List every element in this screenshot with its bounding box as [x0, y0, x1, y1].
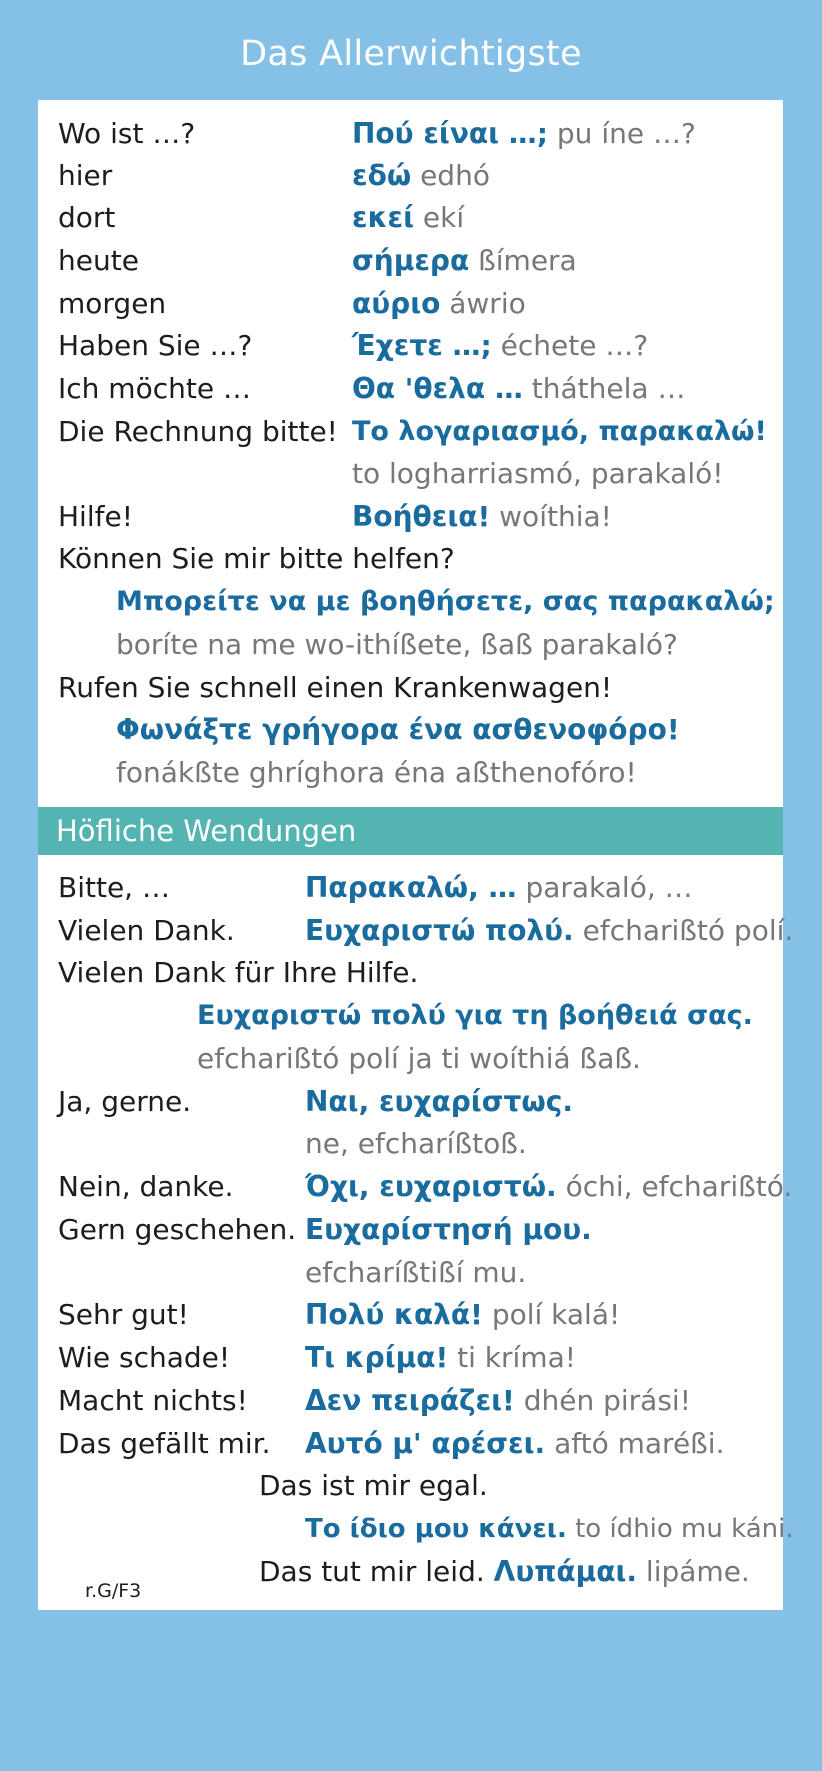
german-phrase: Das ist mir egal.: [259, 1469, 488, 1502]
german-phrase: Nein, danke.: [58, 1170, 234, 1203]
german-phrase: Sehr gut!: [58, 1298, 189, 1331]
greek-phrase: Τι κρίμα!: [305, 1341, 449, 1374]
phrase-row: [352, 328, 648, 364]
phrase-row: [58, 870, 170, 906]
german-phrase: Können Sie mir bitte helfen?: [58, 542, 455, 575]
german-phrase: Wo ist …?: [58, 117, 196, 150]
phrase-row: [352, 371, 685, 407]
section-heading: Höfliche Wendungen: [56, 814, 357, 848]
phrase-row: [305, 1212, 592, 1248]
german-phrase: Bitte, …: [58, 871, 170, 904]
transliteration: lipáme.: [645, 1555, 750, 1588]
greek-phrase: Έχετε …;: [352, 329, 492, 362]
phrase-row: [352, 243, 577, 279]
greek-phrase: Ευχαριστώ πολύ για τη βοήθειά σας.: [197, 1000, 753, 1031]
transliteration: efcharíßtißí mu.: [305, 1256, 527, 1289]
greek-phrase: Λυπάμαι.: [493, 1555, 638, 1588]
transliteration: áwrio: [449, 287, 526, 320]
phrase-row: [116, 712, 680, 748]
transliteration: to ídhio mu káni.: [575, 1514, 794, 1544]
phrase-row: [58, 955, 418, 991]
phrase-row: [305, 1084, 573, 1120]
greek-phrase: Βοήθεια!: [352, 500, 491, 533]
phrase-row: [259, 1468, 488, 1504]
phrase-row: [305, 913, 793, 949]
phrase-row: [58, 913, 235, 949]
german-phrase: Ja, gerne.: [58, 1085, 192, 1118]
phrase-row: [352, 456, 723, 492]
greek-phrase: σήμερα: [352, 244, 470, 277]
phrase-row: [352, 200, 464, 236]
phrase-row: [58, 1212, 296, 1248]
greek-phrase: Πολύ καλά!: [305, 1298, 483, 1331]
phrase-row: [116, 627, 678, 663]
transliteration: aftó maréßi.: [554, 1427, 725, 1460]
phrase-row: [58, 499, 133, 535]
greek-phrase: Θα 'θελα …: [352, 372, 523, 405]
phrase-row: [58, 158, 112, 194]
phrase-row: [352, 499, 612, 535]
transliteration: woíthia!: [499, 500, 612, 533]
footer-code: r.G/F3: [85, 1580, 142, 1602]
phrase-row: [352, 414, 767, 450]
phrase-row: [58, 670, 612, 706]
transliteration: to logharriasmó, parakaló!: [352, 457, 724, 490]
phrase-row: [58, 243, 139, 279]
phrase-row: [352, 286, 526, 322]
transliteration: óchi, efcharißtó.: [565, 1170, 793, 1203]
greek-phrase: Φωνάξτε γρήγορα ένα ασθενοφόρο!: [116, 713, 680, 746]
greek-phrase: Ευχαρίστησή μου.: [305, 1213, 592, 1246]
german-phrase: Ich möchte …: [58, 372, 251, 405]
greek-phrase: Παρακαλώ, …: [305, 871, 517, 904]
phrase-row: [305, 1511, 794, 1547]
german-phrase: Das gefällt mir.: [58, 1427, 271, 1460]
transliteration: efcharißtó polí ja ti woíthiá ßaß.: [197, 1042, 641, 1075]
phrase-row: [352, 116, 696, 152]
phrase-row: [305, 870, 693, 906]
greek-phrase: Μπορείτε να με βοηθήσετε, σας παρακαλώ;: [116, 586, 775, 617]
transliteration: ßímera: [478, 244, 577, 277]
phrase-row: [58, 1426, 271, 1462]
greek-phrase: Αυτό μ' αρέσει.: [305, 1427, 546, 1460]
transliteration: pu íne …?: [556, 117, 696, 150]
greek-phrase: Ευχαριστώ πολύ.: [305, 914, 574, 947]
german-phrase: Haben Sie …?: [58, 329, 253, 362]
transliteration: efcharißtó polí.: [582, 914, 794, 947]
transliteration: échete …?: [500, 329, 649, 362]
phrase-row: [58, 541, 455, 577]
greek-phrase: Το λογαριασμό, παρακαλώ!: [352, 416, 767, 447]
transliteration: polí kalá!: [491, 1298, 621, 1331]
greek-phrase: εκεί: [352, 201, 414, 234]
phrase-row: [197, 998, 753, 1034]
phrase-row: [58, 1084, 191, 1120]
phrase-row: [305, 1426, 724, 1462]
german-phrase: Das tut mir leid.: [259, 1555, 485, 1588]
phrase-row: [305, 1340, 576, 1376]
greek-phrase: Το ίδιο μου κάνει.: [305, 1514, 567, 1544]
transliteration: parakaló, …: [525, 871, 693, 904]
greek-phrase: αύριο: [352, 287, 441, 320]
german-phrase: Die Rechnung bitte!: [58, 415, 338, 448]
german-phrase: Wie schade!: [58, 1341, 231, 1374]
german-phrase: Vielen Dank für Ihre Hilfe.: [58, 956, 419, 989]
phrase-row: [58, 200, 115, 236]
transliteration: tháthela …: [531, 372, 686, 405]
german-phrase: Gern geschehen.: [58, 1213, 297, 1246]
german-phrase: heute: [58, 244, 139, 277]
german-phrase: Macht nichts!: [58, 1384, 248, 1417]
greek-phrase: εδώ: [352, 159, 412, 192]
transliteration: ekí: [422, 201, 465, 234]
phrase-row: [305, 1383, 691, 1419]
transliteration: fonákßte ghríghora éna aßthenofóro!: [116, 756, 637, 789]
phrase-row: [58, 414, 338, 450]
transliteration: boríte na me wo-ithíßete, ßaß parakaló?: [116, 628, 678, 661]
phrase-row: [305, 1255, 526, 1291]
phrase-row: [58, 1383, 248, 1419]
german-phrase: Rufen Sie schnell einen Krankenwagen!: [58, 671, 613, 704]
german-phrase: Vielen Dank.: [58, 914, 235, 947]
phrase-row: [58, 1169, 234, 1205]
german-phrase: dort: [58, 201, 116, 234]
greek-phrase: Πού είναι …;: [352, 117, 548, 150]
german-phrase: Hilfe!: [58, 500, 133, 533]
greek-phrase: Ναι, ευχαρίστως.: [305, 1085, 573, 1118]
phrase-row: [259, 1554, 750, 1590]
phrase-row: [116, 584, 775, 620]
german-phrase: morgen: [58, 287, 167, 320]
transliteration: ti kríma!: [457, 1341, 576, 1374]
section-heading-band: [38, 807, 783, 855]
transliteration: edhó: [420, 159, 490, 192]
phrase-row: [352, 158, 490, 194]
phrase-row: [305, 1169, 792, 1205]
page-title: Das Allerwichtigste: [240, 34, 582, 74]
transliteration: ne, efcharíßtoß.: [305, 1127, 527, 1160]
transliteration: dhén pirási!: [523, 1384, 691, 1417]
phrase-row: [58, 116, 195, 152]
phrase-row: [305, 1126, 527, 1162]
phrase-row: [58, 328, 252, 364]
german-phrase: hier: [58, 159, 113, 192]
phrase-row: [116, 755, 637, 791]
phrase-row: [58, 1340, 230, 1376]
phrase-row: [197, 1041, 641, 1077]
greek-phrase: Όχι, ευχαριστώ.: [305, 1170, 557, 1203]
phrase-row: [58, 371, 251, 407]
greek-phrase: Δεν πειράζει!: [305, 1384, 515, 1417]
phrase-row: [58, 286, 166, 322]
phrase-row: [58, 1297, 189, 1333]
phrase-row: [305, 1297, 620, 1333]
